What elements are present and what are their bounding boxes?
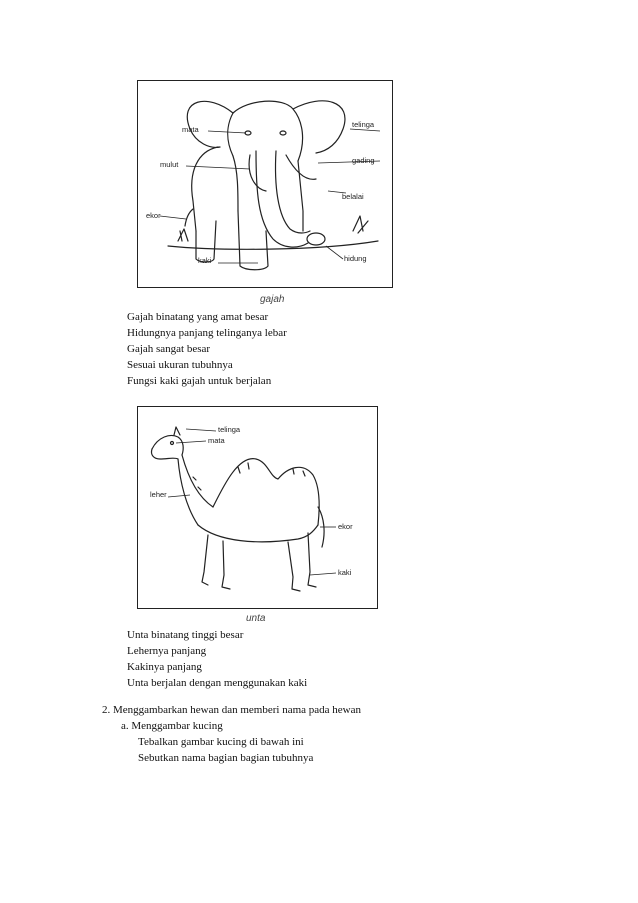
label-ekor: ekor <box>338 522 353 531</box>
section2-line: Sebutkan nama bagian bagian tubuhnya <box>138 752 314 764</box>
poem-line: Lehernya panjang <box>127 645 207 657</box>
camel-poem <box>127 627 307 691</box>
poem-line: Sesuai ukuran tubuhnya <box>127 359 233 371</box>
label-telinga: telinga <box>352 120 375 129</box>
poem-line: Fungsi kaki gajah untuk berjalan <box>127 375 272 387</box>
elephant-poem <box>127 309 287 389</box>
label-gading: gading <box>352 156 375 165</box>
section2-line: Tebalkan gambar kucing di bawah ini <box>138 736 304 748</box>
label-hidung: hidung <box>344 254 367 263</box>
poem-line: Gajah binatang yang amat besar <box>127 311 269 323</box>
camel-figure <box>137 406 378 609</box>
label-ekor: ekor <box>146 211 161 220</box>
poem-line: Gajah sangat besar <box>127 343 211 355</box>
camel-caption: unta <box>246 613 266 624</box>
label-mata: mata <box>208 436 225 445</box>
label-mata: mata <box>182 125 199 134</box>
label-kaki: kaki <box>338 568 352 577</box>
label-telinga: telinga <box>218 425 241 434</box>
label-leher: leher <box>150 490 167 499</box>
label-kaki: kaki <box>198 256 212 265</box>
poem-line: Unta binatang tinggi besar <box>127 629 244 641</box>
poem-line: Hidungnya panjang telinganya lebar <box>127 327 287 339</box>
label-belalai: belalai <box>342 192 364 201</box>
elephant-figure <box>137 80 393 288</box>
label-mulut: mulut <box>160 160 179 169</box>
poem-line: Unta berjalan dengan menggunakan kaki <box>127 677 308 689</box>
poem-line: Kakinya panjang <box>127 661 202 673</box>
section2-sub: a. Menggambar kucing <box>121 720 223 732</box>
elephant-caption: gajah <box>260 294 285 305</box>
camel-drawing <box>138 407 377 608</box>
section2-heading: 2. Menggambarkan hewan dan memberi nama pada hewan <box>102 704 362 716</box>
